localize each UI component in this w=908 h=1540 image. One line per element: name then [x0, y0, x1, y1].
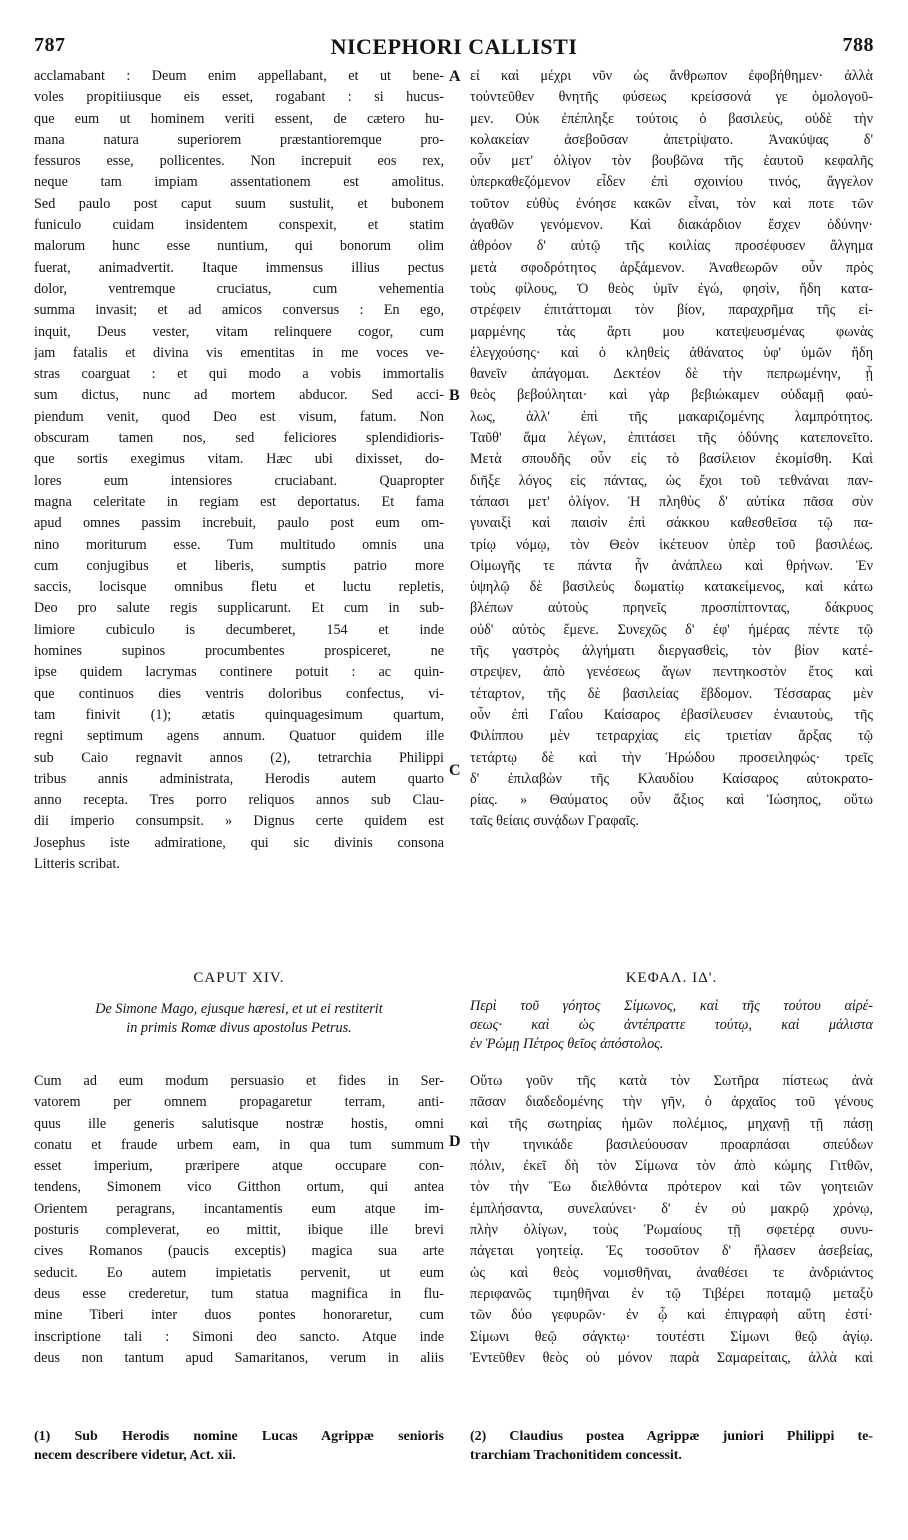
text-line: τοῦτον εὐθὺς ἐνόησε κακῶν εἶναι, τὸν καὶ ποτε τῶν: [470, 195, 873, 212]
margin-letter-a: A: [449, 68, 461, 85]
text-line: tam finivit (1); ætatis quinquagesimum quartum,: [34, 706, 444, 723]
text-line: ἐμπλήσαντα, συνελαύνει· δ' ἐν οὐ μακρῷ χρόνῳ,: [470, 1200, 873, 1217]
text-line: vatorem per omnem propagaretur terram, anti-: [34, 1094, 444, 1111]
latin-chapter-subtitle: [34, 1000, 444, 1038]
subtitle-line: De Simone Mago, ejusque hæresi, et ut ei restiterit: [95, 1001, 383, 1017]
margin-letter-c: C: [449, 762, 461, 779]
text-line: θεὸς βεβούληται· καὶ γὰρ βεβιώκαμεν οὐδαμῇ φαύ-: [470, 387, 873, 404]
text-line: conatu et fraude urbem eam, in qua tum summum: [34, 1136, 444, 1153]
text-line: inscriptione tali : Simoni deo sancto. Atque inde: [34, 1328, 444, 1345]
text-line: τοὐντεῦθεν θνητῆς φύσεως κρείσσονά γε ὁμολογοῦ-: [470, 89, 873, 106]
text-line: lores eum intensiores cruciabant. Quapropter: [34, 472, 444, 489]
margin-letter-d: D: [449, 1133, 461, 1150]
subtitle-line: ἐν Ῥώμῃ Πέτρος θεῖος ἀπόστολος.: [470, 1036, 664, 1052]
text-line: ipse quidem lacrymas continere potuit : ac quin-: [34, 664, 444, 681]
text-line: στρέφειν ἐπιτάττομαι τὸν βίον, παραχρῆμα τῆς εἰ-: [470, 302, 873, 319]
footnote-line: (1) Sub Herodis nomine Lucas Agrippæ senioris: [34, 1429, 444, 1444]
text-line: πλὴν ὀλίγων, τοὺς Ῥωμαίους τῇ σφετέρᾳ συνυ-: [470, 1222, 873, 1239]
margin-letter-b: B: [449, 387, 460, 404]
subtitle-line: σεως· καὶ ὡς ἀντέπραττε τούτῳ, καὶ μάλιστα: [470, 1017, 873, 1033]
text-line: εἰ καὶ μέχρι νῦν ὡς ἄνθρωπον ἐφοβήθημεν· ἀλλὰ: [470, 68, 873, 84]
text-line: οὖν ἐπὶ Γαΐου Καίσαρος ἐβασίλευσεν ἐνιαυτοὺς, τῆς: [470, 706, 873, 723]
text-line: ρίας. » Θαύματος οὖν ἄξιος καὶ Ἰώσηπος, οὕτω: [470, 792, 873, 809]
text-line: τετάρτῳ δὲ καὶ τὴν Ἡρώδου προσειληφώς· τρεῖς: [470, 749, 873, 766]
text-line: βλέπων αὐτοὺς πρηνεῖς προσπίπτοντας, δάκρυος: [470, 600, 873, 617]
text-line: τῶν δύο γεφυρῶν· ἐν ᾧ καὶ ἐπιγραφὴ αὕτη ἐστί·: [470, 1307, 873, 1324]
text-line: Josephus iste admiratione, qui sic divinis consona: [34, 834, 444, 851]
latin-text-top: [34, 66, 444, 875]
text-line: οὐδ' αὐτὸς ἔμενε. Συνεχῶς δ' ἐφ' ἡμέρας πέντε τῷ: [470, 621, 873, 638]
text-line: Deo pro salute regis supplicarunt. Et cum in sub-: [34, 600, 444, 617]
text-line: τάπασι μετ' ὀλίγον. Ἡ πληθὺς δ' αὐτίκα πᾶσα σὺν: [470, 493, 873, 510]
page-number-right: 788: [842, 34, 874, 56]
text-line: ἐλεγχούσης· καὶ ὁ κληθεὶς ἀθάνατος ὑφ' ὑμῶν ἤδη: [470, 344, 873, 361]
text-line: obscuram tamen nos, sed feliciores splendidioris-: [34, 430, 444, 447]
text-line: tendens, Simonem vico Gitthon ortum, qui antea: [34, 1179, 444, 1196]
page-header: [34, 32, 874, 64]
text-line: ὑψηλῷ δὲ βασιλεὺς δωματίῳ κατακείμενος, καὶ κάτω: [470, 579, 873, 596]
text-line: inquit, Deus vester, vitam relinquere cogor, cum: [34, 323, 444, 340]
text-line: ἀγαθῶν γενόμενον. Καὶ διακάρδιον ἔσχεν ὀδύνην·: [470, 217, 873, 234]
running-title: NICEPHORI CALLISTI: [330, 34, 578, 59]
text-line: Orientem peragrans, incantamentis eum atque im-: [34, 1200, 444, 1217]
text-line: tribus annis administrata, Herodis autem quarto: [34, 770, 444, 787]
subtitle-line: in primis Romæ divus apostolus Petrus.: [126, 1020, 352, 1036]
text-line: τὸν τὴν Ἕω διελθόντα πρότερον καὶ τῶν γοητειῶν: [470, 1179, 873, 1196]
text-line: jam fatalis et divina vis ementitas in me voces ve-: [34, 344, 444, 361]
text-line: seducit. Eo autem impietatis pervenit, ut eum: [34, 1264, 444, 1281]
text-line: fessuros esse, pollicentes. Non increpuit eos rex,: [34, 153, 444, 170]
text-line: τοὺς φίλους, Ὁ θεὸς ὑμῖν ἐγώ, φησὶν, ἤδη κατα-: [470, 280, 873, 297]
text-line: Cum ad eum modum persuasio et fides in Ser-: [34, 1073, 444, 1089]
text-line: στρεψεν, ἀπὸ γενέσεως ἄγων πεντηκοστὸν ἔτος καὶ: [470, 664, 873, 681]
text-line: saccis, locisque omnibus fletu et luctu repletis,: [34, 579, 444, 596]
text-line: cum conjugibus et liberis, sumptis patrio more: [34, 557, 444, 574]
text-line: stras coarguat : et qui modo a vobis immortalis: [34, 366, 444, 383]
text-line: πᾶσαν διαδεδομένης τὴν γῆν, ὁ ἀρχαῖος τοῦ γένους: [470, 1094, 873, 1111]
latin-footnote: [34, 1427, 444, 1465]
text-line: πάγεται γοητείᾳ. Ἐς τοσοῦτον δ' ἤλασεν ἀσεβείας,: [470, 1243, 873, 1260]
text-line: neque tam impiam assentationem est amolitus.: [34, 174, 444, 191]
text-line: deus non tantum apud Samaritanos, verum in aliis: [34, 1349, 444, 1366]
text-line: μεν. Οὐκ ἐπέπληξε τούτοις ὁ βασιλεὺς, οὐδὲ τὴν: [470, 110, 873, 127]
subtitle-line: Περὶ τοῦ γόητος Σίμωνος, καὶ τῆς τούτου αἱρέ-: [470, 998, 873, 1014]
text-line: τρίῳ νόμῳ, τὸν Θεὸν ἱκέτευον ὑπὲρ τοῦ βασιλέως.: [470, 536, 873, 553]
latin-chapter-heading: CAPUT XIV.: [193, 970, 285, 986]
text-line: esset imperium, præripere atque occupare con-: [34, 1158, 444, 1175]
text-line: que sortis exegimus vitam. Hæc ubi dixisset, do-: [34, 451, 444, 468]
text-line: fuerat, animadvertit. Itaque immensus illius pectus: [34, 259, 444, 276]
text-line: limiore cubiculo is decumberet, 154 et inde: [34, 621, 444, 638]
greek-text-bottom: [470, 1071, 873, 1369]
greek-chapter-heading: ΚΕΦΑΛ. ΙΔ'.: [625, 970, 718, 986]
text-line: πόλιν, ἐκεῖ δὴ τὸν Σίμωνα τὸν ἀπὸ κώμης Γιτθῶν,: [470, 1158, 873, 1175]
text-line: posturis compleverat, eo mittit, ibique ille brevi: [34, 1222, 444, 1239]
text-line: μαρμένης τὰς ἄρτι μου κατεψευσμένας φωνὰς: [470, 323, 873, 340]
text-line: mine Tiberi inter duos pontes honoraretur, cum: [34, 1307, 444, 1324]
text-line: Litteris scribat.: [34, 855, 120, 872]
text-line: δ' ἐπιλαβὼν τῆς Κλαυδίου Καίσαρος αὐτοκρατο-: [470, 770, 873, 787]
text-line: voles propitiiusque eis esset, rogabant : si hucus-: [34, 89, 444, 106]
text-line: nino moriturum esse. Tum multitudo omnis una: [34, 536, 444, 553]
text-line: διῆξε λόγος εἰς πάντας, ὡς ἔχοι τοῦ τεθνάναι παν-: [470, 472, 873, 489]
text-line: regni septimum agens annum. Quatuor quidem ille: [34, 728, 444, 745]
text-line: dii imperio consumpsit. » Dignus certe quidem est: [34, 813, 444, 830]
text-line: γυναιξὶ καὶ παισὶν ἐπὶ σάκκου καθεσθεῖσα τῷ πα-: [470, 515, 873, 532]
text-line: acclamabant : Deum enim appellabant, et ut bene-: [34, 68, 444, 84]
greek-footnote: [470, 1427, 873, 1465]
text-line: Φιλίππου μὲν τετραρχίας εἰς τριετίαν ἄρξας τῷ: [470, 728, 873, 745]
text-line: Σίμωνι θεῷ σάγκτῳ· τουτέστι Σίμωνι θεῷ ἁγίῳ.: [470, 1328, 873, 1345]
text-line: ἀθρόον δ' αὐτῷ τῆς κοιλίας προσέφυσεν ἄλγημα: [470, 238, 873, 255]
text-line: quus ille generis salutisque nostræ hostis, omni: [34, 1115, 444, 1132]
text-line: τῆς γαστρὸς ἀλγήματι διεργασθεὶς, τὸν βίον κατέ-: [470, 643, 873, 660]
footnote-line: necem describere videtur, Act. xii.: [34, 1448, 236, 1463]
text-line: Ταῦθ' ἅμα λέγων, ἐπιτάσει τῆς ὀδύνης κατεπονεῖτο.: [470, 430, 873, 447]
text-line: deus esse crederetur, tum statua magnifica in flu-: [34, 1285, 444, 1302]
text-line: οὖν μετ' ὀλίγον τὸν βουβῶνα τῆς ἑαυτοῦ κεφαλῆς: [470, 153, 873, 170]
latin-text-bottom: [34, 1071, 444, 1369]
text-line: apud omnes passim increbuit, paulo post eum om-: [34, 515, 444, 532]
text-line: Ἐντεῦθεν θεὸς οὐ μόνον παρὰ Σαμαρείταις, ἀλλὰ καὶ: [470, 1349, 873, 1366]
text-line: homines supinos procumbentes prospiceret, ne: [34, 643, 444, 660]
text-line: summa invasit; et ad amicos conversus : En ego,: [34, 302, 444, 319]
text-line: piendum venit, quod Deo est visum, fatum. Non: [34, 408, 444, 425]
text-line: μετὰ σφοδρότητος ἀρξάμενον. Ἀναθεωρῶν οὖν πρὸς: [470, 259, 873, 276]
text-line: ὡς καὶ θεὸς νομισθῆναι, ἀναθέσει τε ἀνδριάντος: [470, 1264, 873, 1281]
text-line: magna celeritate in regiam est deportatus. Et fama: [34, 493, 444, 510]
text-line: καὶ τῆς σωτηρίας ἡμῶν πολέμιος, μηχανῇ τῇ πάσῃ: [470, 1115, 873, 1132]
text-line: sub Caio regnavit annos (2), tetrarchia Philippi: [34, 749, 444, 766]
text-line: τέταρτον, τῆς δὲ βασιλείας ἕβδομον. Τέσσαρας μὲν: [470, 685, 873, 702]
text-line: Μετὰ σπουδῆς οὖν εἰς τὸ βασίλειον ἐκομίσθη. Καὶ: [470, 451, 873, 468]
text-line: sum dictus, nunc ad mortem abducor. Sed acci-: [34, 387, 444, 404]
text-line: cives Romanos (paucis exceptis) magica sua arte: [34, 1243, 444, 1260]
text-line: Οἰμωγῆς τε πάντα ἦν ἀνάπλεω καὶ θρήνων. Ἐν: [470, 557, 873, 574]
text-line: περιφανῶς τιμηθῆναι ἐν τῷ Τιβέρει ποταμῷ μεταξὺ: [470, 1285, 873, 1302]
text-line: Οὕτω γοῦν τῆς κατὰ τὸν Σωτῆρα πίστεως ἀνὰ: [470, 1073, 873, 1089]
text-line: λως, ἀλλ' ἐπὶ τῆς μακαριζομένης λαμπρότητος.: [470, 408, 873, 425]
text-line: malorum hunc esse nuntium, qui bonorum olim: [34, 238, 444, 255]
greek-chapter-subtitle: [470, 997, 873, 1054]
text-line: funiculo cuidam insidentem conspexit, et statim: [34, 217, 444, 234]
text-line: mana natura superiorem præstantioremque pro-: [34, 131, 444, 148]
text-line: que eum ut hominem veriti essent, de cætero hu-: [34, 110, 444, 127]
text-line: ταῖς θείαις συνᾴδων Γραφαῖς.: [470, 813, 639, 830]
text-line: κολακείαν ἀσεβοῦσαν ἀπετρίψατο. Ἀνακύψας δ': [470, 131, 873, 148]
text-line: que continuos dies ventris doloribus confectus, vi-: [34, 685, 444, 702]
page-number-left: 787: [34, 34, 66, 56]
text-line: τὴν τηνικάδε βασιλεύουσαν προαρπάσαι σπεύδων: [470, 1136, 873, 1153]
text-line: Sed paulo post caput suum sustulit, et bubonem: [34, 195, 444, 212]
footnote-line: trarchiam Trachonitidem concessit.: [470, 1448, 682, 1463]
text-line: anno recepta. Tres porro reliquos annos sub Clau-: [34, 792, 444, 809]
text-line: ὑπερκαθεζόμενον εἶδεν ἐπὶ σχοινίου τινός, ἄγγελον: [470, 174, 873, 191]
footnote-line: (2) Claudius postea Agrippæ juniori Philippi te-: [470, 1429, 873, 1444]
text-line: θανεῖν ἀπάγομαι. Δεκτέον δὲ τὴν πεπρωμένην, ᾗ: [470, 366, 873, 383]
text-line: dolor, ventremque cruciatus, cum vehementia: [34, 280, 444, 297]
greek-text-top: [470, 66, 873, 833]
